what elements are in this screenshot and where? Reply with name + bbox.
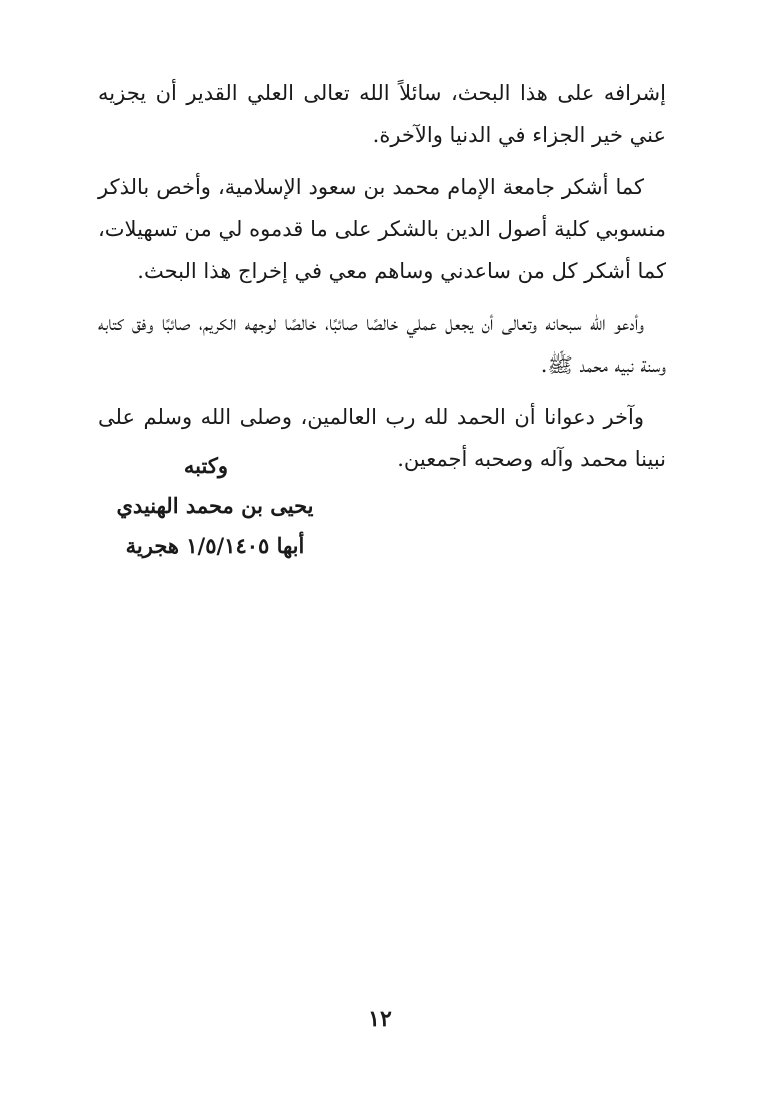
paragraph-continuation: إشرافه على هذا البحث، سائلاً الله تعالى العلي القدير أن يجزيه عني خير الجزاء في الدنيا والآخرة. [98, 81, 666, 147]
signature-place-date: أبها ١/٥/١٤٠٥ هجرية [125, 533, 305, 558]
paragraph-closing: وآخر دعوانا أن الحمد لله رب العالمين، وصلى الله وسلم على نبينا محمد وآله وصحبه أجمعين. [98, 405, 666, 471]
page-number: ١٢ [368, 1006, 392, 1032]
signature-written-by: وكتبه [183, 453, 228, 478]
signature-block [110, 446, 320, 566]
paragraph-thanks-university: كما أشكر جامعة الإمام محمد بن سعود الإسلامية، وأخص بالذكر منسوبي كلية أصول الدين بالشكر على ما قدموه لي من تسهيلات، كما أشكر كل من ساعدني وساهم معي في إخراج هذا البحث. [98, 175, 666, 283]
paragraph-supplication: وأدعو الله سبحانه وتعالى أن يجعل عملي خالصًا صائبًا، خالصًا لوجهه الكريم، صائبًا وفق كتابه وسنة نبيه محمد ﷺ. [98, 311, 666, 377]
body-text [98, 72, 666, 490]
signature-author: يحيى بن محمد الهنيدي [116, 493, 314, 518]
